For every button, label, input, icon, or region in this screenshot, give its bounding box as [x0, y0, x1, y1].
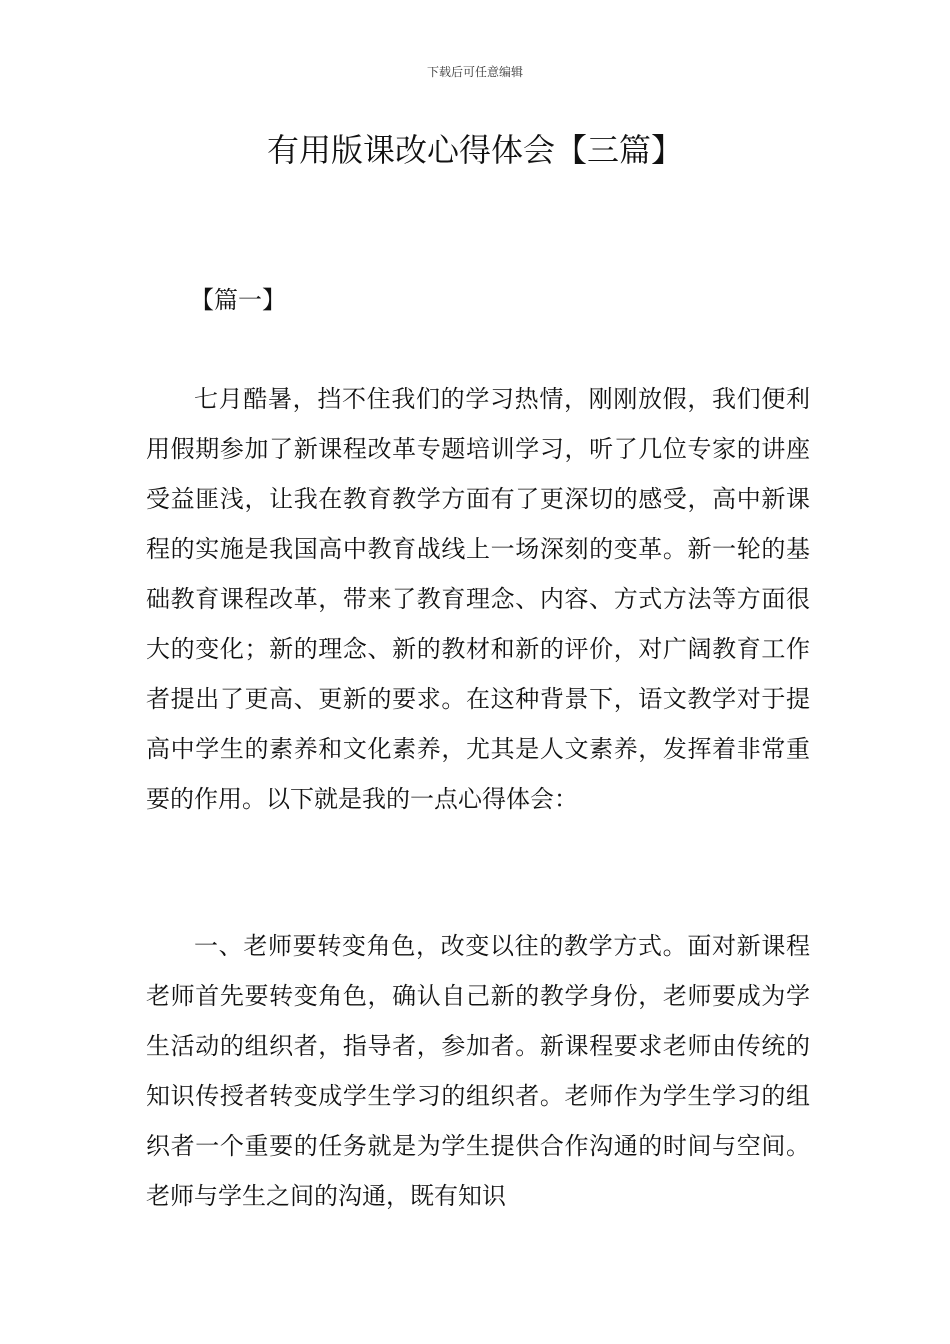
- section-label: 【篇一】: [190, 286, 286, 314]
- document-title: 有用版课改心得体会【三篇】: [266, 131, 683, 169]
- body-paragraph-2: 一、老师要转变角色，改变以往的教学方式。面对新课程老师首先要转变角色，确认自己新的教学身份，老师要成为学生活动的组织者，指导者，参加者。新课程要求老师由传统的知识传授者转变成学生学习的组织者。老师作为学生学习的组织者一个重要的任务就是为学生提供合作沟通的时间与空间。老师与学生之间的沟通，既有知识: [146, 932, 810, 1210]
- body-paragraph-1: 七月酷暑，挡不住我们的学习热情，刚刚放假，我们便利用假期参加了新课程改革专题培训学习，听了几位专家的讲座受益匪浅，让我在教育教学方面有了更深切的感受，高中新课程的实施是我国高中教育战线上一场深刻的变革。新一轮的基础教育课程改革，带来了教育理念、内容、方式方法等方面很大的变化；新的理念、新的教材和新的评价，对广阔教育工作者提出了更高、更新的要求。在这种背景下，语文教学对于提高中学生的素养和文化素养，尤其是人文素养，发挥着非常重要的作用。以下就是我的一点心得体会：: [146, 385, 810, 813]
- header-note: 下载后可任意编辑: [426, 65, 523, 79]
